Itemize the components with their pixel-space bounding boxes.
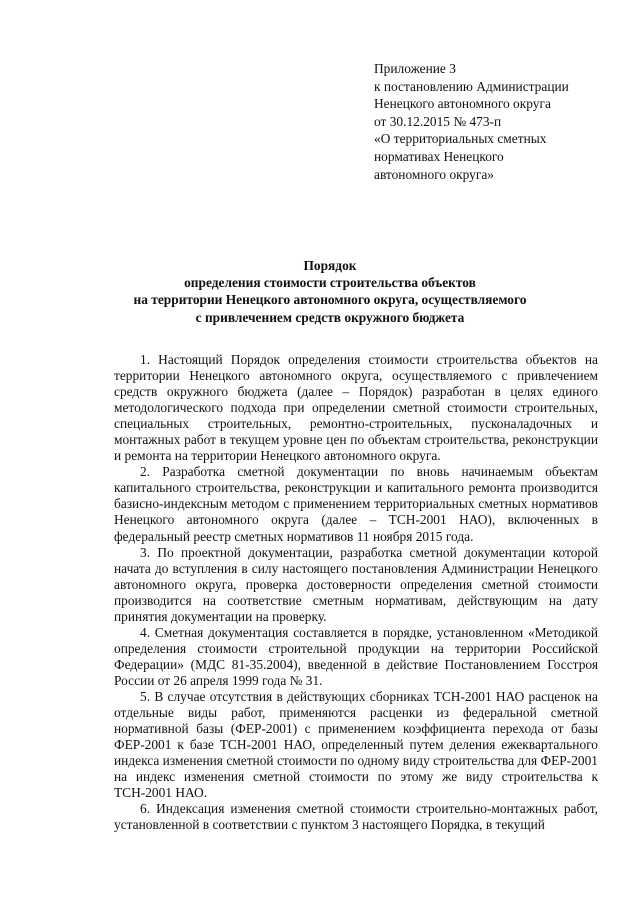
appendix-resolution-title-line1: «О территориальных сметных bbox=[374, 131, 547, 147]
title-line-2: определения стоимости строительства объектов bbox=[184, 275, 476, 291]
appendix-date-number: от 30.12.2015 № 473-п bbox=[374, 113, 502, 129]
appendix-resolution-title-line2: нормативах Ненецкого bbox=[374, 148, 504, 164]
title-line-4: с привлечением средств окружного бюджета bbox=[195, 309, 465, 325]
paragraph-5: 5. В случае отсутствия в действующих сборниках ТСН-2001 НАО расценок на отдельные виды работ, применяются расценки из федеральной сметной нормативной базы (ФЕР-2001) с применением коэффициента перехода от базы ФЕР-2001 к базе ТСН-2001 НАО, определенный путем деления ежеквартального индекса изменения сметной стоимости по одному виду строительства для ФЕР-2001 на индекс изменения сметной стоимости по этому же виду строительства к ТСН-2001 НАО. bbox=[114, 688, 598, 801]
paragraph-6: 6. Индексация изменения сметной стоимости строительно-монтажных работ, установленной в соответствии с пунктом 3 настоящего Порядка, в текущий bbox=[114, 801, 598, 833]
paragraph-4: 4. Сметная документация составляется в порядке, установленном «Методикой определения стоимости строительной продукции на территории Российской Федерации» (МДС 81-35.2004), введенной в действие Постановлением Госстроя России от 26 апреля 1999 года № 31. bbox=[114, 624, 598, 688]
paragraph-2: 2. Разработка сметной документации по вновь начинаемым объектам капитального строительства, реконструкции и капитального ремонта производится базисно-индексным методом с применением территориальных сметных нормативов Ненецкого автономного округа (далее – ТСН-2001 НАО), включенных в федеральный реестр сметных нормативов 11 ноября 2015 года. bbox=[114, 464, 598, 544]
appendix-number: Приложение 3 bbox=[374, 61, 456, 76]
paragraph-3: 3. По проектной документации, разработка сметной документации которой начата до вступления в силу настоящего постановления Администрации Ненецкого автономного округа, проверка достоверности определения сметной стоимости производится на соответствие сметным нормативам, действующим на дату принятия документации на проверку. bbox=[114, 544, 598, 624]
appendix-okrug-name: Ненецкого автономного округа bbox=[374, 96, 551, 112]
paragraph-1: 1. Настоящий Порядок определения стоимости строительства объектов на территории Ненецкого автономного округа, осуществляемого с привлечением средств окружного бюджета (далее – Порядок) разработан в целях единого методологического подхода при определении сметной стоимости строительных, специальных строительных, ремонтно-строительных, пусконаладочных и монтажных работ в текущем уровне цен по объектам строительства, реконструкции и ремонта на территории Ненецкого автономного округа. bbox=[114, 352, 598, 464]
document-body bbox=[114, 352, 598, 833]
title-line-3: на территории Ненецкого автономного округа, осуществляемого bbox=[133, 292, 527, 308]
title-line-1: Порядок bbox=[303, 258, 357, 273]
appendix-resolution-title-line3: автономного округа» bbox=[374, 166, 494, 182]
appendix-resolution-ref: к постановлению Администрации bbox=[374, 78, 569, 94]
appendix-header bbox=[374, 60, 624, 183]
document-title bbox=[60, 257, 600, 326]
